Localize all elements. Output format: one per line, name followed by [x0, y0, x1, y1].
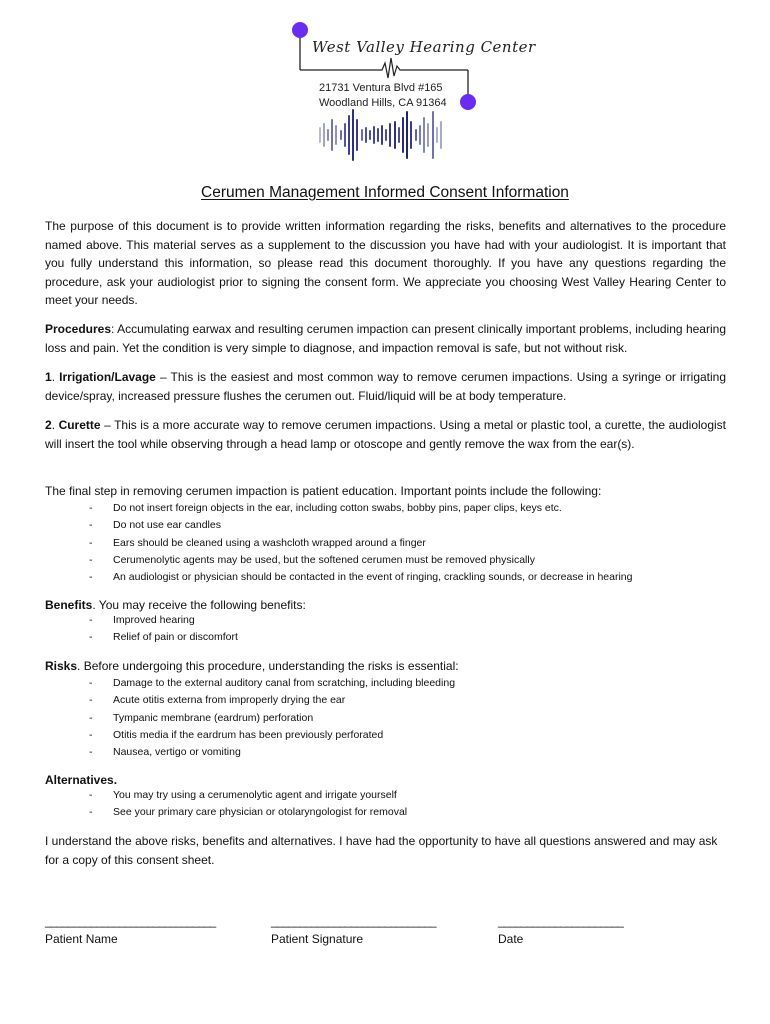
benefits-text: . You may receive the following benefits: — [92, 598, 306, 612]
patient-name-field[interactable] — [45, 912, 215, 948]
education-list — [45, 500, 726, 586]
irrigation-text: – This is the easiest and most common way to remove cerumen impactions. Using a syringe or irrigating device/spray, increased pressure flushes the cerumen out. Fluid/liquid will be at body temperature. — [45, 370, 727, 403]
logo-dot-bottom-icon — [460, 94, 476, 110]
curette-paragraph: 2. Curette – This is a more accurate way to remove cerumen impactions. Using a metal or plastic tool, a curette, the audiologist will insert the tool while observing through a head lamp or otoscope and gently remove the wax from the ear(s). — [45, 418, 727, 451]
consent-statement: I understand the above risks, benefits and alternatives. I have had the opportunity to have all questions answered and may ask for a copy of this consent sheet. — [45, 834, 718, 867]
patient-name-line[interactable]: ______________________________ — [45, 914, 216, 928]
sound-wave-icon — [320, 110, 441, 160]
risks-label: Risks — [45, 659, 78, 673]
logo-name: West Valley Hearing Center — [312, 38, 536, 56]
list-item: - Nausea, vertigo or vomiting — [89, 746, 241, 759]
risks-text: . Before undergoing this procedure, understanding the risks is essential: — [77, 659, 459, 673]
irrigation-paragraph: 1. Irrigation/Lavage – This is the easiest and most common way to remove cerumen impactions. Using a syringe or irrigating device/spray, increased pressure flushes the cerumen out. Fluid/liquid will be at body temperature. — [45, 370, 727, 403]
patient-signature-field[interactable] — [271, 912, 436, 948]
benefits-list — [45, 612, 726, 647]
list-item: - Damage to the external auditory canal from scratching, including bleeding — [89, 677, 456, 689]
list-item: - Acute otitis externa from improperly drying the ear — [89, 694, 346, 707]
risks-list — [45, 675, 726, 761]
list-item: - Otitis media if the eardrum has been previously perforated — [89, 728, 384, 741]
procedures-label: Procedures — [45, 322, 112, 336]
list-item: - An audiologist or physician should be contacted in the event of ringing, crackling sounds, or decrease in hearing — [89, 571, 633, 584]
procedures-paragraph — [45, 320, 726, 357]
logo-address-line1: 21731 Ventura Blvd #165 — [319, 82, 443, 94]
alternatives-label: Alternatives. — [45, 773, 118, 787]
curette-label: Curette — [58, 418, 101, 432]
page-title: Cerumen Management Informed Consent Information — [201, 184, 569, 201]
education-lead: The final step in removing cerumen impaction is patient education. Important points include the following: — [45, 484, 602, 498]
list-item: - Improved hearing — [89, 614, 195, 626]
logo-dot-top-icon — [292, 22, 308, 38]
list-item: - See your primary care physician or otolaryngologist for removal — [89, 806, 408, 819]
procedures-text: : Accumulating earwax and resulting cerumen impaction can present clinically important problems, including hearing loss and pain. Yet the condition is very simple to diagnose, and impaction removal is safe, but not without risk. — [45, 322, 726, 355]
patient-name-label: Patient Name — [45, 932, 118, 946]
irrigation-label: Irrigation/Lavage — [59, 370, 156, 384]
date-label: Date — [498, 932, 524, 946]
risks-lead — [45, 657, 726, 675]
list-item: - You may try using a cerumenolytic agent and irrigate yourself — [89, 789, 397, 801]
intro-paragraph: The purpose of this document is to provide written information regarding the risks, benefits and alternatives to the procedure named above. This material serves as a supplement to the discussion you have had with your audiologist. It is important that you fully understand this information, so please read this document thoroughly. If you have any questions regarding the procedure, ask your audiologist prior to signing the consent form. We appreciate you choosing West Valley Hearing Center to meet your needs. — [45, 219, 726, 308]
patient-signature-line[interactable]: _____________________________ — [271, 914, 436, 928]
benefits-label: Benefits — [45, 598, 93, 612]
alternatives-list — [45, 787, 726, 822]
list-item: - Cerumenolytic agents may be used, but the softened cerumen must be removed physically — [89, 553, 535, 566]
logo-address-line2: Woodland Hills, CA 91364 — [319, 97, 447, 109]
curette-text: – This is a more accurate way to remove cerumen impactions. Using a metal or plastic tool, a curette, the audiologist will insert the tool while observing through a head lamp or otoscope and gently remove the wax from the ear(s). — [45, 418, 727, 451]
list-item: - Relief of pain or discomfort — [89, 631, 238, 644]
date-line[interactable]: ______________________ — [498, 914, 623, 928]
list-item: - Do not use ear candles — [89, 519, 221, 532]
clinic-logo — [0, 0, 770, 170]
curette-number: 2 — [45, 418, 52, 432]
patient-signature-label: Patient Signature — [271, 932, 364, 946]
date-field[interactable] — [498, 912, 623, 948]
list-item: - Ears should be cleaned using a washcloth wrapped around a finger — [89, 536, 426, 549]
list-item: - Tympanic membrane (eardrum) perforation — [89, 711, 314, 724]
list-item: - Do not insert foreign objects in the ear, including cotton swabs, bobby pins, paper clips, keys etc. — [89, 502, 562, 514]
irrigation-number: 1 — [45, 370, 52, 384]
